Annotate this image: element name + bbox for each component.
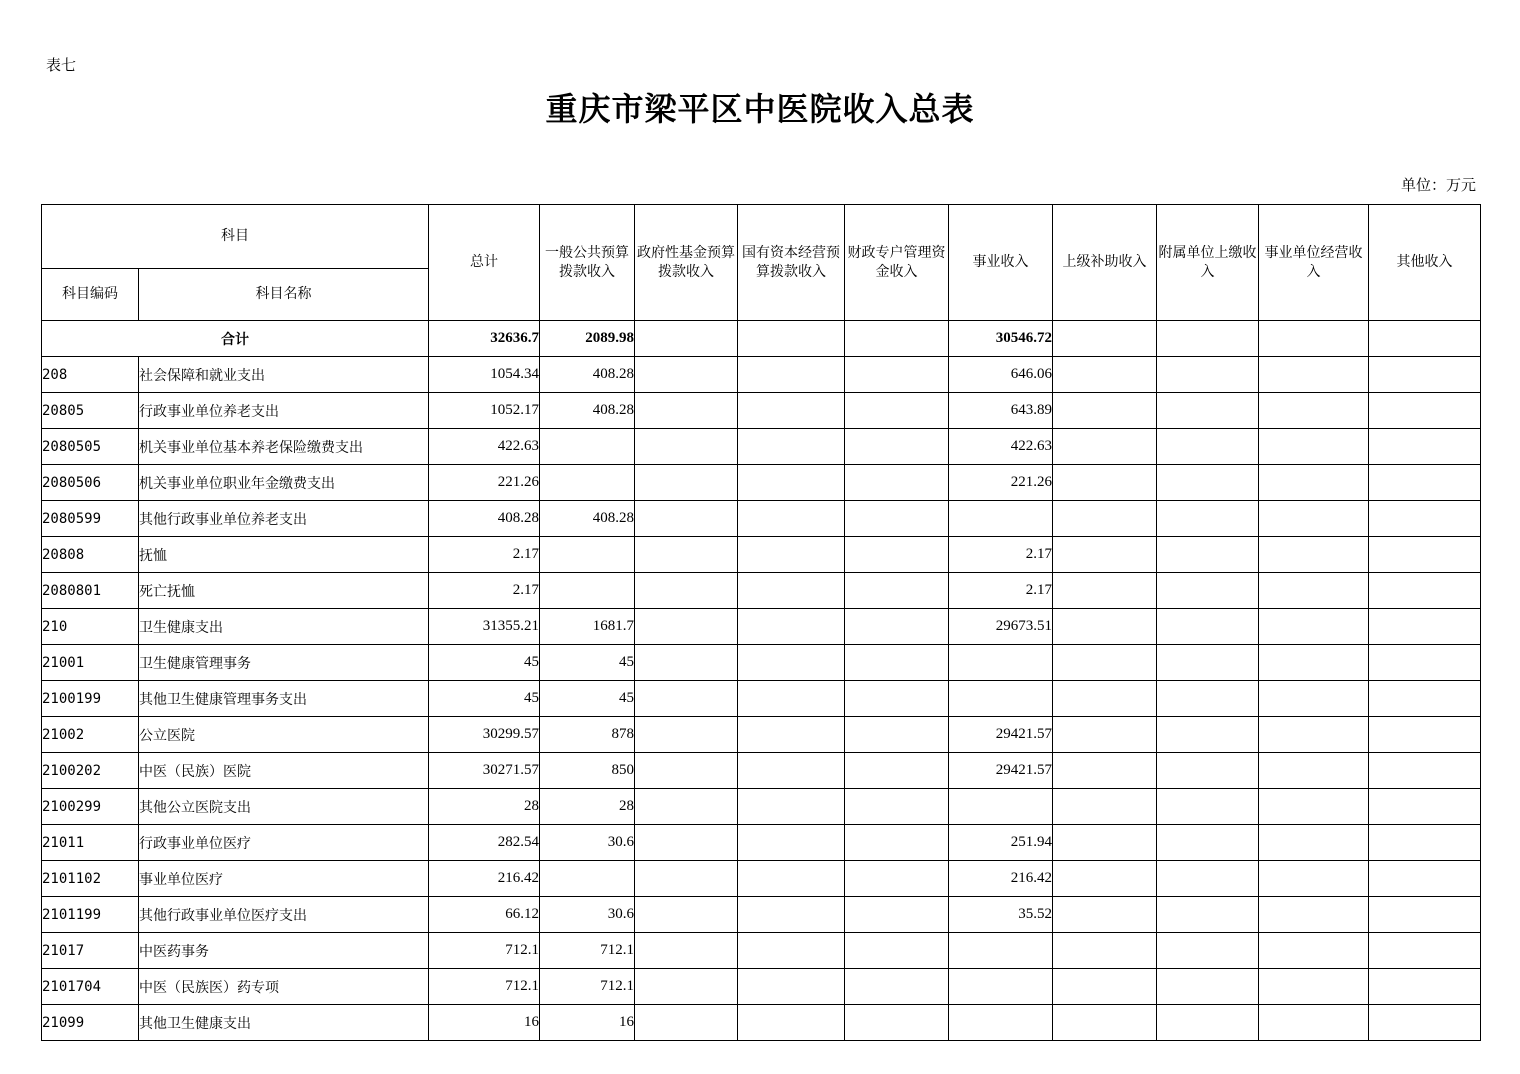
amount-cell bbox=[635, 753, 738, 789]
amount-cell: 850 bbox=[540, 753, 635, 789]
header-col-other-income: 其他收入 bbox=[1369, 205, 1481, 321]
amount-cell bbox=[845, 969, 949, 1005]
amount-cell bbox=[845, 501, 949, 537]
subject-name: 机关事业单位职业年金缴费支出 bbox=[139, 465, 429, 501]
amount-cell bbox=[1157, 789, 1259, 825]
header-col-operating-income: 事业单位经营收入 bbox=[1259, 205, 1369, 321]
amount-cell bbox=[845, 465, 949, 501]
subject-name: 机关事业单位基本养老保险缴费支出 bbox=[139, 429, 429, 465]
amount-cell bbox=[738, 933, 845, 969]
amount-cell: 45 bbox=[540, 645, 635, 681]
amount-cell bbox=[1157, 933, 1259, 969]
amount-cell bbox=[1259, 789, 1369, 825]
amount-cell bbox=[1157, 1005, 1259, 1041]
subject-code: 2100199 bbox=[42, 681, 139, 717]
amount-cell bbox=[1053, 357, 1157, 393]
amount-cell: 35.52 bbox=[949, 897, 1053, 933]
table-row bbox=[42, 1005, 1481, 1041]
header-row-1 bbox=[42, 205, 1481, 269]
amount-cell bbox=[949, 969, 1053, 1005]
amount-cell: 712.1 bbox=[429, 969, 540, 1005]
amount-cell bbox=[1259, 1005, 1369, 1041]
amount-cell bbox=[738, 393, 845, 429]
amount-cell bbox=[738, 501, 845, 537]
amount-cell: 2.17 bbox=[429, 537, 540, 573]
amount-cell bbox=[635, 717, 738, 753]
table-row bbox=[42, 357, 1481, 393]
amount-cell: 31355.21 bbox=[429, 609, 540, 645]
amount-cell: 28 bbox=[429, 789, 540, 825]
subject-code: 2080801 bbox=[42, 573, 139, 609]
amount-cell: 30.6 bbox=[540, 825, 635, 861]
unit-label: 单位：万元 bbox=[1400, 176, 1476, 194]
header-col-business-income: 事业收入 bbox=[949, 205, 1053, 321]
amount-cell bbox=[1259, 681, 1369, 717]
table-row bbox=[42, 969, 1481, 1005]
amount-cell bbox=[635, 609, 738, 645]
total-cell bbox=[1259, 321, 1369, 357]
subject-code: 2080506 bbox=[42, 465, 139, 501]
amount-cell: 878 bbox=[540, 717, 635, 753]
amount-cell bbox=[1259, 393, 1369, 429]
amount-cell bbox=[1053, 609, 1157, 645]
amount-cell bbox=[635, 681, 738, 717]
header-col-gov-fund: 政府性基金预算拨款收入 bbox=[635, 205, 738, 321]
amount-cell bbox=[635, 645, 738, 681]
amount-cell bbox=[1157, 393, 1259, 429]
amount-cell bbox=[845, 681, 949, 717]
amount-cell bbox=[949, 645, 1053, 681]
subject-code: 2101704 bbox=[42, 969, 139, 1005]
amount-cell bbox=[635, 1005, 738, 1041]
amount-cell: 282.54 bbox=[429, 825, 540, 861]
subject-code: 20805 bbox=[42, 393, 139, 429]
amount-cell bbox=[1053, 645, 1157, 681]
total-cell bbox=[845, 321, 949, 357]
amount-cell: 712.1 bbox=[429, 933, 540, 969]
amount-cell bbox=[1259, 897, 1369, 933]
amount-cell bbox=[1369, 681, 1481, 717]
amount-cell bbox=[949, 1005, 1053, 1041]
amount-cell bbox=[845, 609, 949, 645]
amount-cell: 45 bbox=[540, 681, 635, 717]
amount-cell bbox=[1157, 681, 1259, 717]
amount-cell: 646.06 bbox=[949, 357, 1053, 393]
amount-cell: 66.12 bbox=[429, 897, 540, 933]
header-name: 科目名称 bbox=[139, 269, 429, 321]
table-row bbox=[42, 789, 1481, 825]
amount-cell bbox=[1157, 897, 1259, 933]
amount-cell bbox=[1157, 717, 1259, 753]
amount-cell: 216.42 bbox=[949, 861, 1053, 897]
amount-cell bbox=[845, 645, 949, 681]
amount-cell bbox=[635, 537, 738, 573]
amount-cell bbox=[1053, 393, 1157, 429]
total-cell bbox=[738, 321, 845, 357]
amount-cell bbox=[540, 861, 635, 897]
amount-cell bbox=[1259, 717, 1369, 753]
amount-cell bbox=[1053, 825, 1157, 861]
amount-cell bbox=[1369, 609, 1481, 645]
amount-cell bbox=[1157, 465, 1259, 501]
subject-code: 2080599 bbox=[42, 501, 139, 537]
amount-cell bbox=[1157, 357, 1259, 393]
header-subject: 科目 bbox=[42, 205, 429, 269]
amount-cell bbox=[1053, 681, 1157, 717]
amount-cell bbox=[1369, 969, 1481, 1005]
amount-cell: 408.28 bbox=[429, 501, 540, 537]
amount-cell bbox=[1157, 861, 1259, 897]
amount-cell bbox=[738, 537, 845, 573]
amount-cell bbox=[1259, 933, 1369, 969]
amount-cell bbox=[1053, 573, 1157, 609]
amount-cell: 221.26 bbox=[949, 465, 1053, 501]
amount-cell: 422.63 bbox=[429, 429, 540, 465]
amount-cell bbox=[1053, 1005, 1157, 1041]
amount-cell bbox=[845, 429, 949, 465]
amount-cell bbox=[1369, 465, 1481, 501]
amount-cell bbox=[1157, 573, 1259, 609]
amount-cell bbox=[635, 393, 738, 429]
amount-cell bbox=[1053, 537, 1157, 573]
amount-cell bbox=[1369, 537, 1481, 573]
amount-cell bbox=[845, 573, 949, 609]
amount-cell bbox=[635, 501, 738, 537]
total-cell bbox=[1369, 321, 1481, 357]
amount-cell: 2.17 bbox=[949, 537, 1053, 573]
amount-cell bbox=[738, 465, 845, 501]
amount-cell: 712.1 bbox=[540, 969, 635, 1005]
amount-cell bbox=[1369, 393, 1481, 429]
amount-cell: 1052.17 bbox=[429, 393, 540, 429]
amount-cell bbox=[845, 717, 949, 753]
amount-cell bbox=[635, 897, 738, 933]
amount-cell bbox=[845, 789, 949, 825]
subject-code: 2101102 bbox=[42, 861, 139, 897]
amount-cell: 16 bbox=[540, 1005, 635, 1041]
table-row bbox=[42, 573, 1481, 609]
amount-cell bbox=[738, 1005, 845, 1041]
amount-cell bbox=[540, 537, 635, 573]
amount-cell bbox=[738, 969, 845, 1005]
subject-name: 死亡抚恤 bbox=[139, 573, 429, 609]
subject-code: 2101199 bbox=[42, 897, 139, 933]
amount-cell bbox=[1259, 357, 1369, 393]
total-cell: 30546.72 bbox=[949, 321, 1053, 357]
total-cell bbox=[1053, 321, 1157, 357]
amount-cell: 422.63 bbox=[949, 429, 1053, 465]
amount-cell bbox=[1053, 933, 1157, 969]
amount-cell: 643.89 bbox=[949, 393, 1053, 429]
amount-cell: 408.28 bbox=[540, 393, 635, 429]
amount-cell bbox=[1053, 465, 1157, 501]
amount-cell bbox=[845, 393, 949, 429]
amount-cell bbox=[1369, 429, 1481, 465]
table-row bbox=[42, 465, 1481, 501]
amount-cell: 1681.7 bbox=[540, 609, 635, 645]
total-cell bbox=[635, 321, 738, 357]
table-row bbox=[42, 609, 1481, 645]
table-row bbox=[42, 717, 1481, 753]
amount-cell bbox=[738, 645, 845, 681]
subject-name: 事业单位医疗 bbox=[139, 861, 429, 897]
amount-cell bbox=[1259, 753, 1369, 789]
amount-cell bbox=[1259, 861, 1369, 897]
amount-cell bbox=[1157, 753, 1259, 789]
amount-cell bbox=[1369, 825, 1481, 861]
total-row bbox=[42, 321, 1481, 357]
amount-cell: 45 bbox=[429, 681, 540, 717]
amount-cell bbox=[1157, 429, 1259, 465]
amount-cell bbox=[1369, 753, 1481, 789]
amount-cell bbox=[1157, 969, 1259, 1005]
amount-cell: 28 bbox=[540, 789, 635, 825]
amount-cell bbox=[635, 933, 738, 969]
amount-cell: 29421.57 bbox=[949, 753, 1053, 789]
table-row bbox=[42, 861, 1481, 897]
header-col-general-budget: 一般公共预算拨款收入 bbox=[540, 205, 635, 321]
amount-cell bbox=[1369, 897, 1481, 933]
amount-cell bbox=[1369, 933, 1481, 969]
amount-cell bbox=[738, 681, 845, 717]
table-row bbox=[42, 681, 1481, 717]
amount-cell: 16 bbox=[429, 1005, 540, 1041]
table-row bbox=[42, 393, 1481, 429]
amount-cell: 2.17 bbox=[949, 573, 1053, 609]
subject-code: 20808 bbox=[42, 537, 139, 573]
amount-cell bbox=[738, 357, 845, 393]
amount-cell bbox=[1259, 429, 1369, 465]
amount-cell bbox=[738, 897, 845, 933]
amount-cell: 29421.57 bbox=[949, 717, 1053, 753]
amount-cell bbox=[1157, 609, 1259, 645]
amount-cell bbox=[738, 861, 845, 897]
subject-name: 公立医院 bbox=[139, 717, 429, 753]
amount-cell bbox=[949, 501, 1053, 537]
amount-cell bbox=[949, 681, 1053, 717]
subject-name: 行政事业单位医疗 bbox=[139, 825, 429, 861]
amount-cell bbox=[1259, 609, 1369, 645]
total-cell: 2089.98 bbox=[540, 321, 635, 357]
amount-cell bbox=[1259, 573, 1369, 609]
amount-cell bbox=[1157, 501, 1259, 537]
subject-name: 其他卫生健康支出 bbox=[139, 1005, 429, 1041]
document-title: 重庆市梁平区中医院收入总表 bbox=[545, 90, 975, 128]
amount-cell bbox=[1157, 537, 1259, 573]
subject-code: 208 bbox=[42, 357, 139, 393]
amount-cell: 30.6 bbox=[540, 897, 635, 933]
subject-name: 其他行政事业单位养老支出 bbox=[139, 501, 429, 537]
subject-name: 中医（民族医）药专项 bbox=[139, 969, 429, 1005]
subject-name: 行政事业单位养老支出 bbox=[139, 393, 429, 429]
amount-cell bbox=[738, 573, 845, 609]
amount-cell bbox=[1053, 429, 1157, 465]
amount-cell bbox=[845, 861, 949, 897]
header-code: 科目编码 bbox=[42, 269, 139, 321]
amount-cell bbox=[1053, 789, 1157, 825]
amount-cell bbox=[1259, 465, 1369, 501]
total-cell bbox=[1157, 321, 1259, 357]
table-row bbox=[42, 753, 1481, 789]
amount-cell bbox=[1053, 897, 1157, 933]
header-col-state-capital: 国有资本经营预算拨款收入 bbox=[738, 205, 845, 321]
subject-code: 21001 bbox=[42, 645, 139, 681]
amount-cell bbox=[845, 753, 949, 789]
amount-cell bbox=[1259, 825, 1369, 861]
amount-cell: 221.26 bbox=[429, 465, 540, 501]
amount-cell bbox=[1369, 789, 1481, 825]
subject-name: 抚恤 bbox=[139, 537, 429, 573]
header-col-special-account: 财政专户管理资金收入 bbox=[845, 205, 949, 321]
amount-cell bbox=[1259, 645, 1369, 681]
amount-cell bbox=[1369, 717, 1481, 753]
subject-name: 其他行政事业单位医疗支出 bbox=[139, 897, 429, 933]
amount-cell bbox=[540, 429, 635, 465]
amount-cell: 408.28 bbox=[540, 501, 635, 537]
table-row bbox=[42, 501, 1481, 537]
amount-cell bbox=[1053, 861, 1157, 897]
table-row bbox=[42, 645, 1481, 681]
amount-cell bbox=[845, 537, 949, 573]
table-row bbox=[42, 933, 1481, 969]
amount-cell bbox=[845, 1005, 949, 1041]
amount-cell bbox=[635, 861, 738, 897]
amount-cell: 408.28 bbox=[540, 357, 635, 393]
subject-name: 其他卫生健康管理事务支出 bbox=[139, 681, 429, 717]
subject-name: 卫生健康管理事务 bbox=[139, 645, 429, 681]
amount-cell bbox=[1369, 357, 1481, 393]
amount-cell bbox=[635, 573, 738, 609]
table-row bbox=[42, 429, 1481, 465]
amount-cell: 216.42 bbox=[429, 861, 540, 897]
amount-cell bbox=[1259, 537, 1369, 573]
amount-cell bbox=[1053, 717, 1157, 753]
table-row bbox=[42, 537, 1481, 573]
amount-cell bbox=[1259, 501, 1369, 537]
amount-cell bbox=[1053, 753, 1157, 789]
amount-cell bbox=[738, 429, 845, 465]
subject-name: 其他公立医院支出 bbox=[139, 789, 429, 825]
amount-cell bbox=[845, 357, 949, 393]
amount-cell bbox=[635, 357, 738, 393]
header-col-superior-subsidy: 上级补助收入 bbox=[1053, 205, 1157, 321]
amount-cell bbox=[845, 933, 949, 969]
amount-cell bbox=[635, 429, 738, 465]
amount-cell bbox=[738, 717, 845, 753]
amount-cell bbox=[1369, 861, 1481, 897]
amount-cell bbox=[738, 825, 845, 861]
amount-cell: 45 bbox=[429, 645, 540, 681]
amount-cell: 712.1 bbox=[540, 933, 635, 969]
amount-cell: 2.17 bbox=[429, 573, 540, 609]
total-label: 合计 bbox=[42, 321, 429, 357]
subject-code: 21017 bbox=[42, 933, 139, 969]
amount-cell bbox=[738, 609, 845, 645]
income-table bbox=[41, 204, 1481, 1041]
amount-cell bbox=[1053, 969, 1157, 1005]
subject-code: 2100202 bbox=[42, 753, 139, 789]
amount-cell bbox=[635, 969, 738, 1005]
subject-name: 卫生健康支出 bbox=[139, 609, 429, 645]
amount-cell bbox=[1369, 573, 1481, 609]
amount-cell: 29673.51 bbox=[949, 609, 1053, 645]
amount-cell: 251.94 bbox=[949, 825, 1053, 861]
subject-name: 中医（民族）医院 bbox=[139, 753, 429, 789]
amount-cell bbox=[1369, 645, 1481, 681]
amount-cell bbox=[738, 753, 845, 789]
amount-cell bbox=[845, 825, 949, 861]
amount-cell bbox=[738, 789, 845, 825]
amount-cell bbox=[1053, 501, 1157, 537]
amount-cell bbox=[1157, 825, 1259, 861]
table-number: 表七 bbox=[46, 56, 77, 74]
amount-cell: 30299.57 bbox=[429, 717, 540, 753]
subject-name: 社会保障和就业支出 bbox=[139, 357, 429, 393]
subject-code: 21011 bbox=[42, 825, 139, 861]
table-row bbox=[42, 825, 1481, 861]
amount-cell bbox=[540, 573, 635, 609]
amount-cell: 30271.57 bbox=[429, 753, 540, 789]
amount-cell bbox=[635, 825, 738, 861]
amount-cell bbox=[1157, 645, 1259, 681]
header-col-affiliate-remit: 附属单位上缴收入 bbox=[1157, 205, 1259, 321]
amount-cell bbox=[540, 465, 635, 501]
amount-cell bbox=[1369, 1005, 1481, 1041]
amount-cell bbox=[635, 789, 738, 825]
subject-code: 21002 bbox=[42, 717, 139, 753]
total-cell: 32636.7 bbox=[429, 321, 540, 357]
amount-cell bbox=[949, 933, 1053, 969]
header-col-total: 总计 bbox=[429, 205, 540, 321]
amount-cell bbox=[635, 465, 738, 501]
amount-cell bbox=[1369, 501, 1481, 537]
subject-code: 21099 bbox=[42, 1005, 139, 1041]
subject-code: 210 bbox=[42, 609, 139, 645]
amount-cell bbox=[949, 789, 1053, 825]
amount-cell bbox=[1259, 969, 1369, 1005]
table-row bbox=[42, 897, 1481, 933]
amount-cell: 1054.34 bbox=[429, 357, 540, 393]
subject-name: 中医药事务 bbox=[139, 933, 429, 969]
amount-cell bbox=[845, 897, 949, 933]
subject-code: 2080505 bbox=[42, 429, 139, 465]
subject-code: 2100299 bbox=[42, 789, 139, 825]
